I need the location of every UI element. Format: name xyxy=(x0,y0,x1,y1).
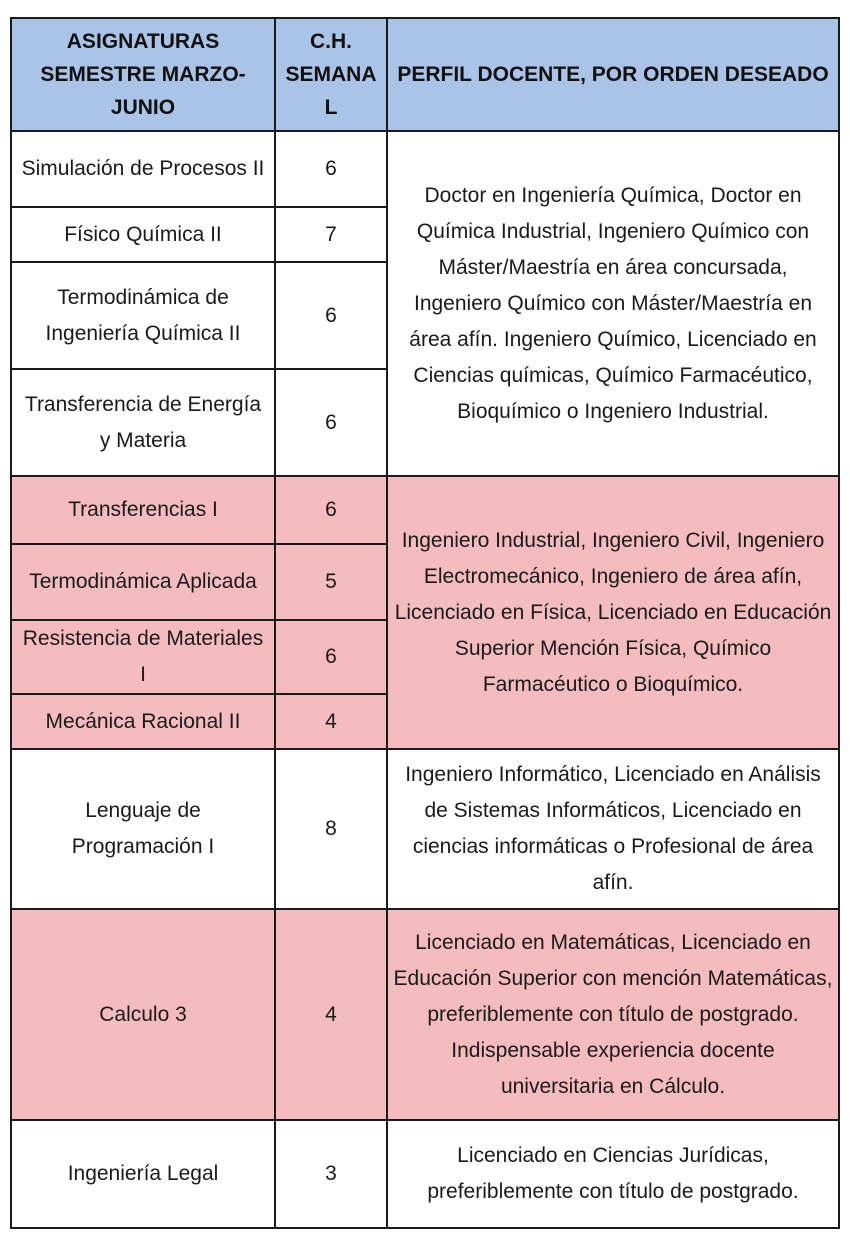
hours-cell: 6 xyxy=(275,131,387,207)
subject-cell: Termodinámica Aplicada xyxy=(11,544,275,620)
header-profile: PERFIL DOCENTE, POR ORDEN DESEADO xyxy=(387,18,839,131)
table-row xyxy=(11,909,839,1120)
profile-cell: Ingeniero Industrial, Ingeniero Civil, Ingeniero Electromecánico, Ingeniero de área afín, Licenciado en Física, Licenciado en Educación Superior Mención Física, Químico Farmacéutico o Bioquímico. xyxy=(387,476,839,749)
subject-cell: Ingeniería Legal xyxy=(11,1120,275,1228)
profile-cell: Ingeniero Informático, Licenciado en Análisis de Sistemas Informáticos, Licenciado en ciencias informáticas o Profesional de área afín. xyxy=(387,749,839,909)
hours-cell: 3 xyxy=(275,1120,387,1228)
subject-cell: Transferencias I xyxy=(11,476,275,544)
hours-cell: 5 xyxy=(275,544,387,620)
subject-cell: Mecánica Racional II xyxy=(11,694,275,749)
header-subject: ASIGNATURAS SEMESTRE MARZO-JUNIO xyxy=(11,18,275,131)
profile-cell: Licenciado en Matemáticas, Licenciado en Educación Superior con mención Matemáticas, preferiblemente con título de postgrado. Indispensable experiencia docente universitaria en Cálculo. xyxy=(387,909,839,1120)
hours-cell: 8 xyxy=(275,749,387,909)
table-row xyxy=(11,749,839,909)
hours-cell: 6 xyxy=(275,369,387,476)
hours-cell: 7 xyxy=(275,207,387,262)
subject-cell: Calculo 3 xyxy=(11,909,275,1120)
subject-cell: Físico Química II xyxy=(11,207,275,262)
profile-cell: Doctor en Ingeniería Química, Doctor en Química Industrial, Ingeniero Químico con Máster/Maestría en área concursada, Ingeniero Químico con Máster/Maestría en área afín. Ingeniero Químico, Licenciado en Ciencias químicas, Químico Farmacéutico, Bioquímico o Ingeniero Industrial. xyxy=(387,131,839,476)
table-row xyxy=(11,1120,839,1228)
profile-cell: Licenciado en Ciencias Jurídicas, preferiblemente con título de postgrado. xyxy=(387,1120,839,1228)
hours-cell: 6 xyxy=(275,476,387,544)
hours-cell: 6 xyxy=(275,262,387,369)
header-hours: C.H. SEMANA L xyxy=(275,18,387,131)
subject-cell: Resistencia de Materiales I xyxy=(11,620,275,694)
hours-cell: 6 xyxy=(275,620,387,694)
table-header-row xyxy=(11,18,839,131)
hours-cell: 4 xyxy=(275,909,387,1120)
table-row xyxy=(11,476,839,544)
table-row xyxy=(11,131,839,207)
subject-cell: Termodinámica de Ingeniería Química II xyxy=(11,262,275,369)
teaching-profile-table xyxy=(10,17,840,1229)
hours-cell: 4 xyxy=(275,694,387,749)
subject-cell: Lenguaje de Programación I xyxy=(11,749,275,909)
subject-cell: Transferencia de Energía y Materia xyxy=(11,369,275,476)
subject-cell: Simulación de Procesos II xyxy=(11,131,275,207)
